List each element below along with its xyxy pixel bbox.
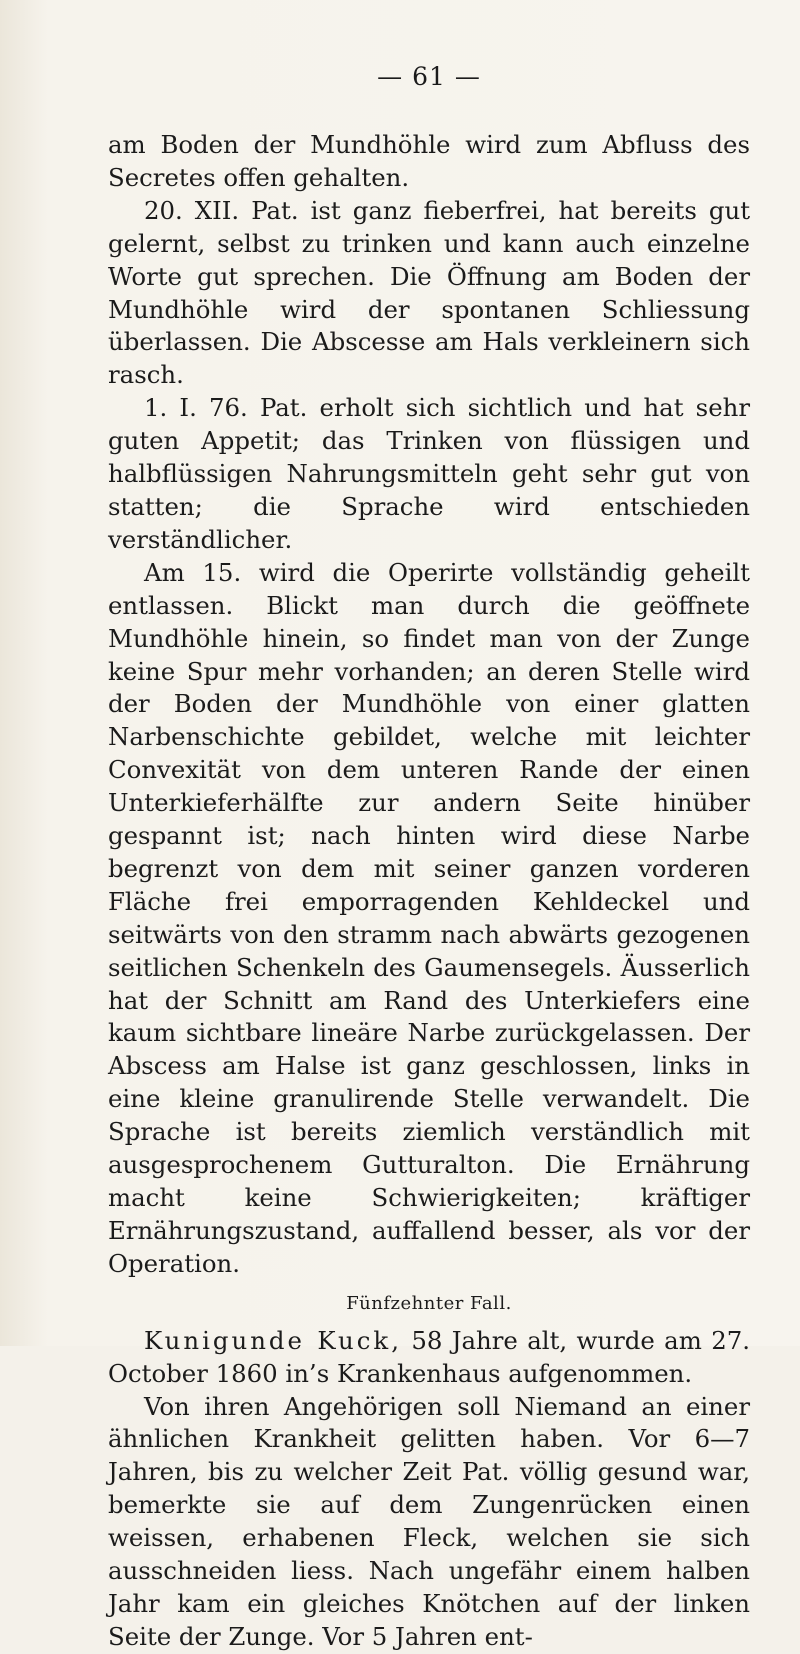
paragraph-case-intro: [108, 1325, 750, 1391]
page-number: — 61 —: [377, 62, 481, 91]
paragraph-entry-20-xii: 20. XII. Pat. ist ganz fieberfrei, hat bereits gut gelernt, selbst zu trinken und kann auch einzelne Worte gut sprechen. Die Öffnung am Boden der Mundhöhle wird der spontanen Schliessung überlassen. Die Abscesse am Hals verkleinern sich rasch.: [108, 195, 750, 390]
paragraph-history: Von ihren Angehörigen soll Niemand an einer ähnlichen Krankheit gelitten haben. Vor 6—7 Jahren, bis zu welcher Zeit Pat. völlig gesund war, bemerkte sie auf dem Zungenrücken einen weissen, erhabenen Fleck, welchen sie sich ausschneiden liess. Nach ungefähr einem halben Jahr kam ein gleiches Knötchen auf der linken Seite der Zunge. Vor 5 Jahren ent-: [108, 1391, 750, 1651]
paragraph-entry-1-i-76: 1. I. 76. Pat. erholt sich sichtlich und hat sehr guten Appetit; das Trinken von flüssigen und halbflüssigen Nahrungsmitteln geht sehr gut von statten; die Sprache wird entschieden verständlicher.: [108, 393, 750, 554]
patient-name: Kunigunde Kuck,: [144, 1325, 402, 1355]
paragraph-discharge: Am 15. wird die Operirte vollständig geheilt entlassen. Blickt man durch die geöffnete Mundhöhle hinein, so findet man von der Zunge keine Spur mehr vorhanden; an deren Stelle wird der Boden der Mundhöhle von einer glatten Narbenschichte gebildet, welche mit leichter Convexität von dem unteren Rande der einen Unterkieferhälfte zur andern Seite hinüber gespannt ist; nach hinten wird diese Narbe begrenzt von dem mit seiner ganzen vorderen Fläche frei emporragenden Kehldeckel und seitwärts von den stramm nach abwärts gezogenen seitlichen Schenkeln des Gaumensegels. Äusserlich hat der Schnitt am Rand des Unterkiefers eine kaum sichtbare lineäre Narbe zurückgelassen. Der Abscess am Halse ist ganz geschlossen, links in eine kleine granulirende Stelle verwandelt. Die Sprache ist bereits ziemlich verständlich mit ausgesprochenem Gutturalton. Die Ernährung macht keine Schwierigkeiten; kräftiger Ernährungszustand, auffallend besser, als vor der Operation.: [108, 557, 750, 1278]
paragraph-continuation: am Boden der Mundhöhle wird zum Abfluss des Secretes offen gehalten.: [108, 130, 750, 192]
case-heading: Fünfzehnter Fall.: [346, 1292, 512, 1314]
case-intro-text: 58 Jahre alt, wurde am 27. October 1860 in’s Krankenhaus aufgenommen.: [108, 1325, 751, 1388]
